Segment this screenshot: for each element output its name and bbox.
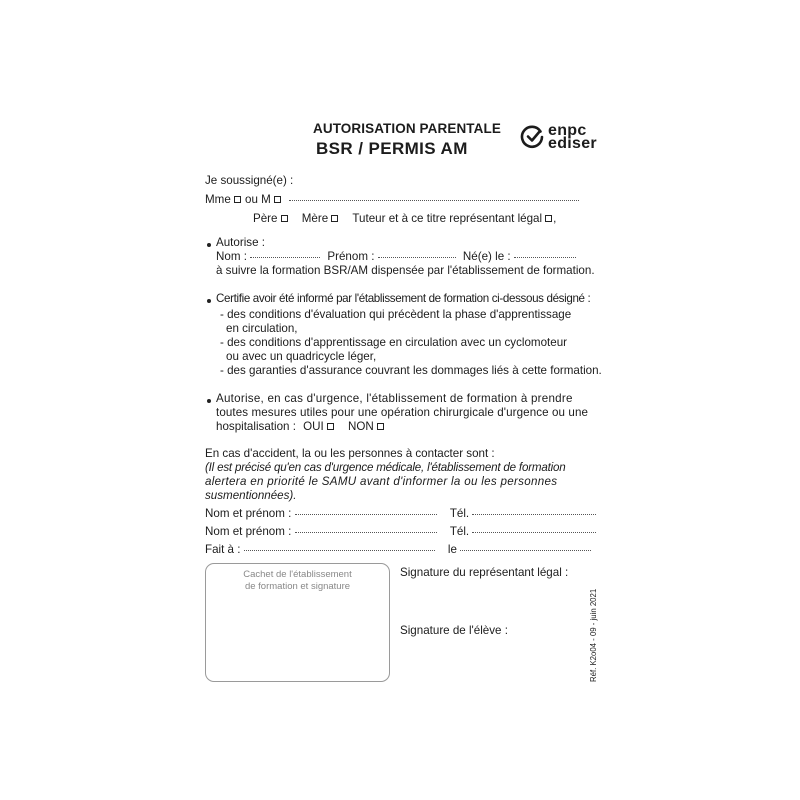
place-date-row (205, 543, 591, 557)
contact-row-2 (205, 525, 596, 539)
mere-checkbox[interactable] (331, 215, 338, 222)
certify-heading: Certifie avoir été informé par l'établissement de formation ci-dessous désigné : (216, 292, 591, 305)
mme-label: Mme (205, 193, 231, 206)
certify-line2b: ou avec un quadricycle léger, (226, 350, 377, 363)
bullet (207, 399, 211, 403)
contact-1-tel-field[interactable] (472, 513, 596, 515)
logo-text-line2: ediser (548, 135, 597, 152)
bullet (207, 299, 211, 303)
mere-label: Mère (301, 212, 329, 225)
student-birth-field[interactable] (514, 256, 576, 258)
student-signature-label: Signature de l'élève : (400, 624, 508, 637)
pere-label: Père (253, 212, 278, 225)
mme-checkbox[interactable] (234, 196, 241, 203)
contact-2-name-field[interactable] (295, 531, 437, 533)
contact-row-1 (205, 507, 596, 521)
emergency-line1: Autorise, en cas d'urgence, l'établissement de formation à prendre (216, 392, 573, 405)
fait-a-label: Fait à : (205, 543, 241, 556)
form-title-line1: AUTORISATION PARENTALE (313, 121, 501, 136)
student-prenom-label: Prénom : (327, 250, 375, 263)
oui-label: OUI (303, 420, 324, 433)
contacts-heading: En cas d'accident, la ou les personnes à contacter sont : (205, 447, 495, 460)
oui-checkbox[interactable] (327, 423, 334, 430)
bullet (207, 243, 211, 247)
emergency-consent-row (216, 420, 385, 434)
contact-2-tel-label: Tél. (449, 525, 470, 538)
relation-row (253, 212, 556, 226)
contacts-note-line1: (Il est précisé qu'en cas d'urgence médicale, l'établissement de formation (205, 461, 566, 474)
civility-row (205, 193, 579, 207)
logo-text-line1: enpc (548, 122, 587, 139)
date-field[interactable] (460, 549, 591, 551)
certify-line1: - des conditions d'évaluation qui précèdent la phase d'apprentissage (220, 308, 572, 321)
contact-2-name-label: Nom et prénom : (205, 525, 292, 538)
student-prenom-field[interactable] (378, 256, 456, 258)
stamp-label-line1: Cachet de l'établissement (243, 569, 352, 580)
tuteur-suffix: , (553, 212, 557, 225)
contacts-note-line3: susmentionnées). (205, 489, 297, 502)
student-identity-row (216, 250, 576, 264)
student-nom-label: Nom : (216, 250, 247, 263)
tuteur-checkbox[interactable] (545, 215, 552, 222)
non-checkbox[interactable] (377, 423, 384, 430)
contact-1-name-field[interactable] (295, 513, 437, 515)
stamp-box[interactable] (205, 563, 390, 682)
stamp-label-line2: de formation et signature (244, 581, 351, 592)
form-title-line2: BSR / PERMIS AM (316, 139, 468, 158)
pere-checkbox[interactable] (281, 215, 288, 222)
contact-2-tel-field[interactable] (472, 531, 596, 533)
date-label: le (447, 543, 457, 556)
emergency-line3: hospitalisation : (216, 420, 296, 433)
tuteur-label: Tuteur et à ce titre représentant légal (352, 212, 543, 225)
certify-line1b: en circulation, (226, 322, 298, 335)
intro-label: Je soussigné(e) : (205, 174, 294, 187)
name-dotted-field[interactable] (289, 199, 579, 201)
certify-line3: - des garanties d'assurance couvrant les dommages liés à cette formation. (220, 364, 602, 377)
formation-text: à suivre la formation BSR/AM dispensée par l'établissement de formation. (216, 264, 595, 277)
student-nom-field[interactable] (250, 256, 320, 258)
contacts-note-line2: alertera en priorité le SAMU avant d'informer la ou les personnes (205, 475, 558, 488)
check-circle-icon (520, 124, 546, 150)
legal-rep-signature-label: Signature du représentant légal : (400, 566, 569, 579)
non-label: NON (348, 420, 374, 433)
authorise-heading: Autorise : (216, 236, 265, 249)
contact-1-tel-label: Tél. (449, 507, 470, 520)
enpc-ediser-logo (520, 122, 600, 152)
m-checkbox[interactable] (274, 196, 281, 203)
stamp-label (206, 569, 389, 593)
reference-code: Réf. K2o04 - 09 - juin 2021 (589, 588, 598, 682)
certify-line2: - des conditions d'apprentissage en circulation avec un cyclomoteur (220, 336, 567, 349)
student-birth-label: Né(e) le : (462, 250, 511, 263)
or-m-label: ou M (245, 193, 271, 206)
contact-1-name-label: Nom et prénom : (205, 507, 292, 520)
fait-a-field[interactable] (244, 549, 435, 551)
emergency-line2: toutes mesures utiles pour une opération chirurgicale d'urgence ou une (216, 406, 589, 419)
